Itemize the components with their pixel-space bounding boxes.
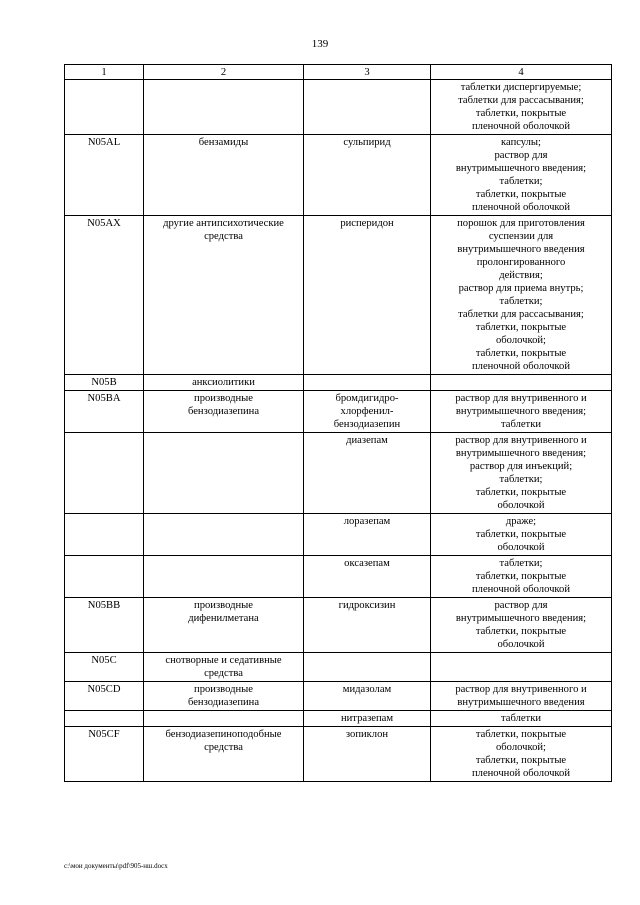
table-row <box>65 433 612 514</box>
dosage-forms-line: таблетки; <box>499 296 543 307</box>
dosage-forms-line: таблетки, покрытые <box>475 108 567 119</box>
drug-name-cell <box>304 653 431 682</box>
pharmacological-group-line: бензамиды <box>198 137 249 148</box>
pharmacological-group-line: средства <box>204 742 243 753</box>
dosage-forms-line: таблетки, покрытые <box>475 755 567 766</box>
dosage-forms-line: раствор для <box>494 600 548 611</box>
drug-name-cell <box>304 682 431 711</box>
table-row <box>65 598 612 653</box>
dosage-forms-cell <box>431 598 612 653</box>
dosage-forms-line: внутримышечного введения <box>457 697 585 708</box>
dosage-forms-line: суспензии для <box>488 231 554 242</box>
table-header-row <box>65 65 612 80</box>
pharmacological-group-cell <box>144 80 304 135</box>
dosage-forms-cell <box>431 80 612 135</box>
table-row <box>65 727 612 782</box>
atc-code-cell <box>65 711 144 727</box>
drug-name-cell <box>304 433 431 514</box>
dosage-forms-line: таблетки <box>500 713 542 724</box>
atc-code-cell: N05AL <box>65 135 144 216</box>
dosage-forms-line: оболочкой; <box>496 335 546 346</box>
dosage-forms-line: оболочкой <box>497 542 545 553</box>
dosage-forms-line: таблетки, покрытые <box>475 529 567 540</box>
atc-code-cell <box>65 514 144 556</box>
drug-name-cell <box>304 514 431 556</box>
pharmacological-group-cell <box>144 135 304 216</box>
dosage-forms-cell <box>431 653 612 682</box>
page-number: 139 <box>311 38 329 50</box>
dosage-forms-line: таблетки; <box>499 176 543 187</box>
pharmacological-group-cell <box>144 433 304 514</box>
drug-name-line: рисперидон <box>340 218 394 229</box>
drug-name-cell <box>304 391 431 433</box>
footer-file-path: c:\мои документы\pdf\905-нш.docx <box>64 862 168 870</box>
table-row <box>65 80 612 135</box>
dosage-forms-line: таблетки для рассасывания; <box>458 309 584 320</box>
dosage-forms-line: таблетки, покрытые <box>475 348 567 359</box>
pharmacological-group-line: производные <box>194 393 253 404</box>
drug-name-cell <box>304 375 431 391</box>
drug-name-line: гидроксизин <box>338 600 396 611</box>
dosage-forms-line: внутримышечного введения <box>457 244 585 255</box>
drug-name-line: мидазолам <box>342 684 392 695</box>
dosage-forms-line: таблетки, покрытые <box>475 729 567 740</box>
dosage-forms-cell <box>431 433 612 514</box>
pharmacological-group-line: бензодиазепина <box>187 697 260 708</box>
column-header-2: 2 <box>144 65 304 80</box>
table-body <box>65 80 612 782</box>
dosage-forms-line: пленочной оболочкой <box>471 361 571 372</box>
atc-code-cell: N05B <box>65 375 144 391</box>
dosage-forms-line: порошок для приготовления <box>457 218 585 229</box>
atc-code-cell <box>65 433 144 514</box>
pharmacological-group-line: производные <box>194 600 253 611</box>
drug-name-cell <box>304 216 431 375</box>
table-row <box>65 653 612 682</box>
drug-name-cell <box>304 711 431 727</box>
pharmacological-group-line: дифенилметана <box>188 613 259 624</box>
drug-name-cell <box>304 598 431 653</box>
dosage-forms-cell <box>431 711 612 727</box>
drug-name-line: зопиклон <box>345 729 389 740</box>
dosage-forms-line: внутримышечного введения; <box>455 613 587 624</box>
drug-name-line: сульпирид <box>343 137 391 148</box>
drug-name-cell <box>304 556 431 598</box>
dosage-forms-line: внутримышечного введения; <box>455 406 587 417</box>
dosage-forms-line: таблетки, покрытые <box>475 626 567 637</box>
pharmacological-group-cell <box>144 556 304 598</box>
atc-code-cell <box>65 556 144 598</box>
dosage-forms-cell <box>431 727 612 782</box>
dosage-forms-cell <box>431 556 612 598</box>
dosage-forms-line: внутримышечного введения; <box>455 448 587 459</box>
drug-name-cell <box>304 727 431 782</box>
dosage-forms-line: оболочкой <box>497 639 545 650</box>
dosage-forms-line: таблетки, покрытые <box>475 571 567 582</box>
drug-name-line: бромдигидро- <box>335 393 399 404</box>
dosage-forms-line: пролонгированного <box>476 257 566 268</box>
dosage-forms-line: таблетки для рассасывания; <box>458 95 584 106</box>
dosage-forms-cell <box>431 514 612 556</box>
dosage-forms-line: раствор для приема внутрь; <box>458 283 584 294</box>
atc-code-cell: N05CD <box>65 682 144 711</box>
dosage-forms-line: драже; <box>505 516 537 527</box>
dosage-forms-line: таблетки, покрытые <box>475 487 567 498</box>
atc-code-cell: N05BB <box>65 598 144 653</box>
pharmacological-group-line: средства <box>204 231 243 242</box>
table-row <box>65 514 612 556</box>
drug-name-line: бензодиазепин <box>333 419 401 430</box>
pharmacological-group-line: анксиолитики <box>192 377 255 388</box>
pharmacological-group-line: снотворные и седативные <box>165 655 282 666</box>
dosage-forms-line: оболочкой <box>497 500 545 511</box>
table-row <box>65 556 612 598</box>
dosage-forms-line: таблетки; <box>499 474 543 485</box>
atc-code-cell: N05C <box>65 653 144 682</box>
pharmacological-group-line: производные <box>194 684 253 695</box>
pharmacological-group-cell <box>144 653 304 682</box>
pharmacological-group-cell <box>144 682 304 711</box>
dosage-forms-cell <box>431 375 612 391</box>
dosage-forms-line: раствор для внутривенного и <box>455 684 587 695</box>
pharmacological-group-cell <box>144 711 304 727</box>
column-header-1: 1 <box>65 65 144 80</box>
drug-name-cell <box>304 80 431 135</box>
dosage-forms-line: раствор для <box>494 150 548 161</box>
table-row <box>65 711 612 727</box>
dosage-forms-line: оболочкой; <box>496 742 546 753</box>
column-header-4: 4 <box>431 65 612 80</box>
dosage-forms-cell <box>431 216 612 375</box>
pharmacological-group-line: другие антипсихотические <box>163 218 284 229</box>
pharmacological-group-cell <box>144 727 304 782</box>
column-header-3: 3 <box>304 65 431 80</box>
drug-name-line: диазепам <box>346 435 388 446</box>
drug-table <box>64 64 612 782</box>
pharmacological-group-cell <box>144 598 304 653</box>
drug-name-line: нитразепам <box>340 713 394 724</box>
dosage-forms-line: пленочной оболочкой <box>471 768 571 779</box>
dosage-forms-line: таблетки <box>500 419 542 430</box>
atc-code-cell <box>65 80 144 135</box>
pharmacological-group-line: бензодиазепина <box>187 406 260 417</box>
dosage-forms-line: таблетки, покрытые <box>475 189 567 200</box>
table-row <box>65 216 612 375</box>
dosage-forms-cell <box>431 391 612 433</box>
dosage-forms-line: капсулы; <box>501 137 541 148</box>
dosage-forms-line: раствор для внутривенного и <box>455 393 587 404</box>
dosage-forms-line: раствор для инъекций; <box>469 461 573 472</box>
pharmacological-group-line: бензодиазепиноподобные <box>165 729 282 740</box>
dosage-forms-line: пленочной оболочкой <box>471 121 571 132</box>
pharmacological-group-cell <box>144 391 304 433</box>
dosage-forms-line: пленочной оболочкой <box>471 584 571 595</box>
dosage-forms-cell <box>431 682 612 711</box>
table-row <box>65 135 612 216</box>
atc-code-cell: N05CF <box>65 727 144 782</box>
dosage-forms-line: действия; <box>499 270 543 281</box>
pharmacological-group-cell <box>144 375 304 391</box>
atc-code-cell: N05AX <box>65 216 144 375</box>
pharmacological-group-line: средства <box>204 668 243 679</box>
drug-name-line: хлорфенил- <box>340 406 394 417</box>
dosage-forms-line: пленочной оболочкой <box>471 202 571 213</box>
dosage-forms-cell <box>431 135 612 216</box>
drug-name-line: оксазепам <box>344 558 390 569</box>
table-row <box>65 375 612 391</box>
dosage-forms-line: таблетки диспергируемые; <box>460 82 582 93</box>
dosage-forms-line: внутримышечного введения; <box>455 163 587 174</box>
dosage-forms-line: таблетки; <box>499 558 543 569</box>
drug-name-line: лоразепам <box>343 516 391 527</box>
dosage-forms-line: таблетки, покрытые <box>475 322 567 333</box>
dosage-forms-line: раствор для внутривенного и <box>455 435 587 446</box>
pharmacological-group-cell <box>144 216 304 375</box>
atc-code-cell: N05BA <box>65 391 144 433</box>
drug-name-cell <box>304 135 431 216</box>
table-row <box>65 391 612 433</box>
table-row <box>65 682 612 711</box>
pharmacological-group-cell <box>144 514 304 556</box>
